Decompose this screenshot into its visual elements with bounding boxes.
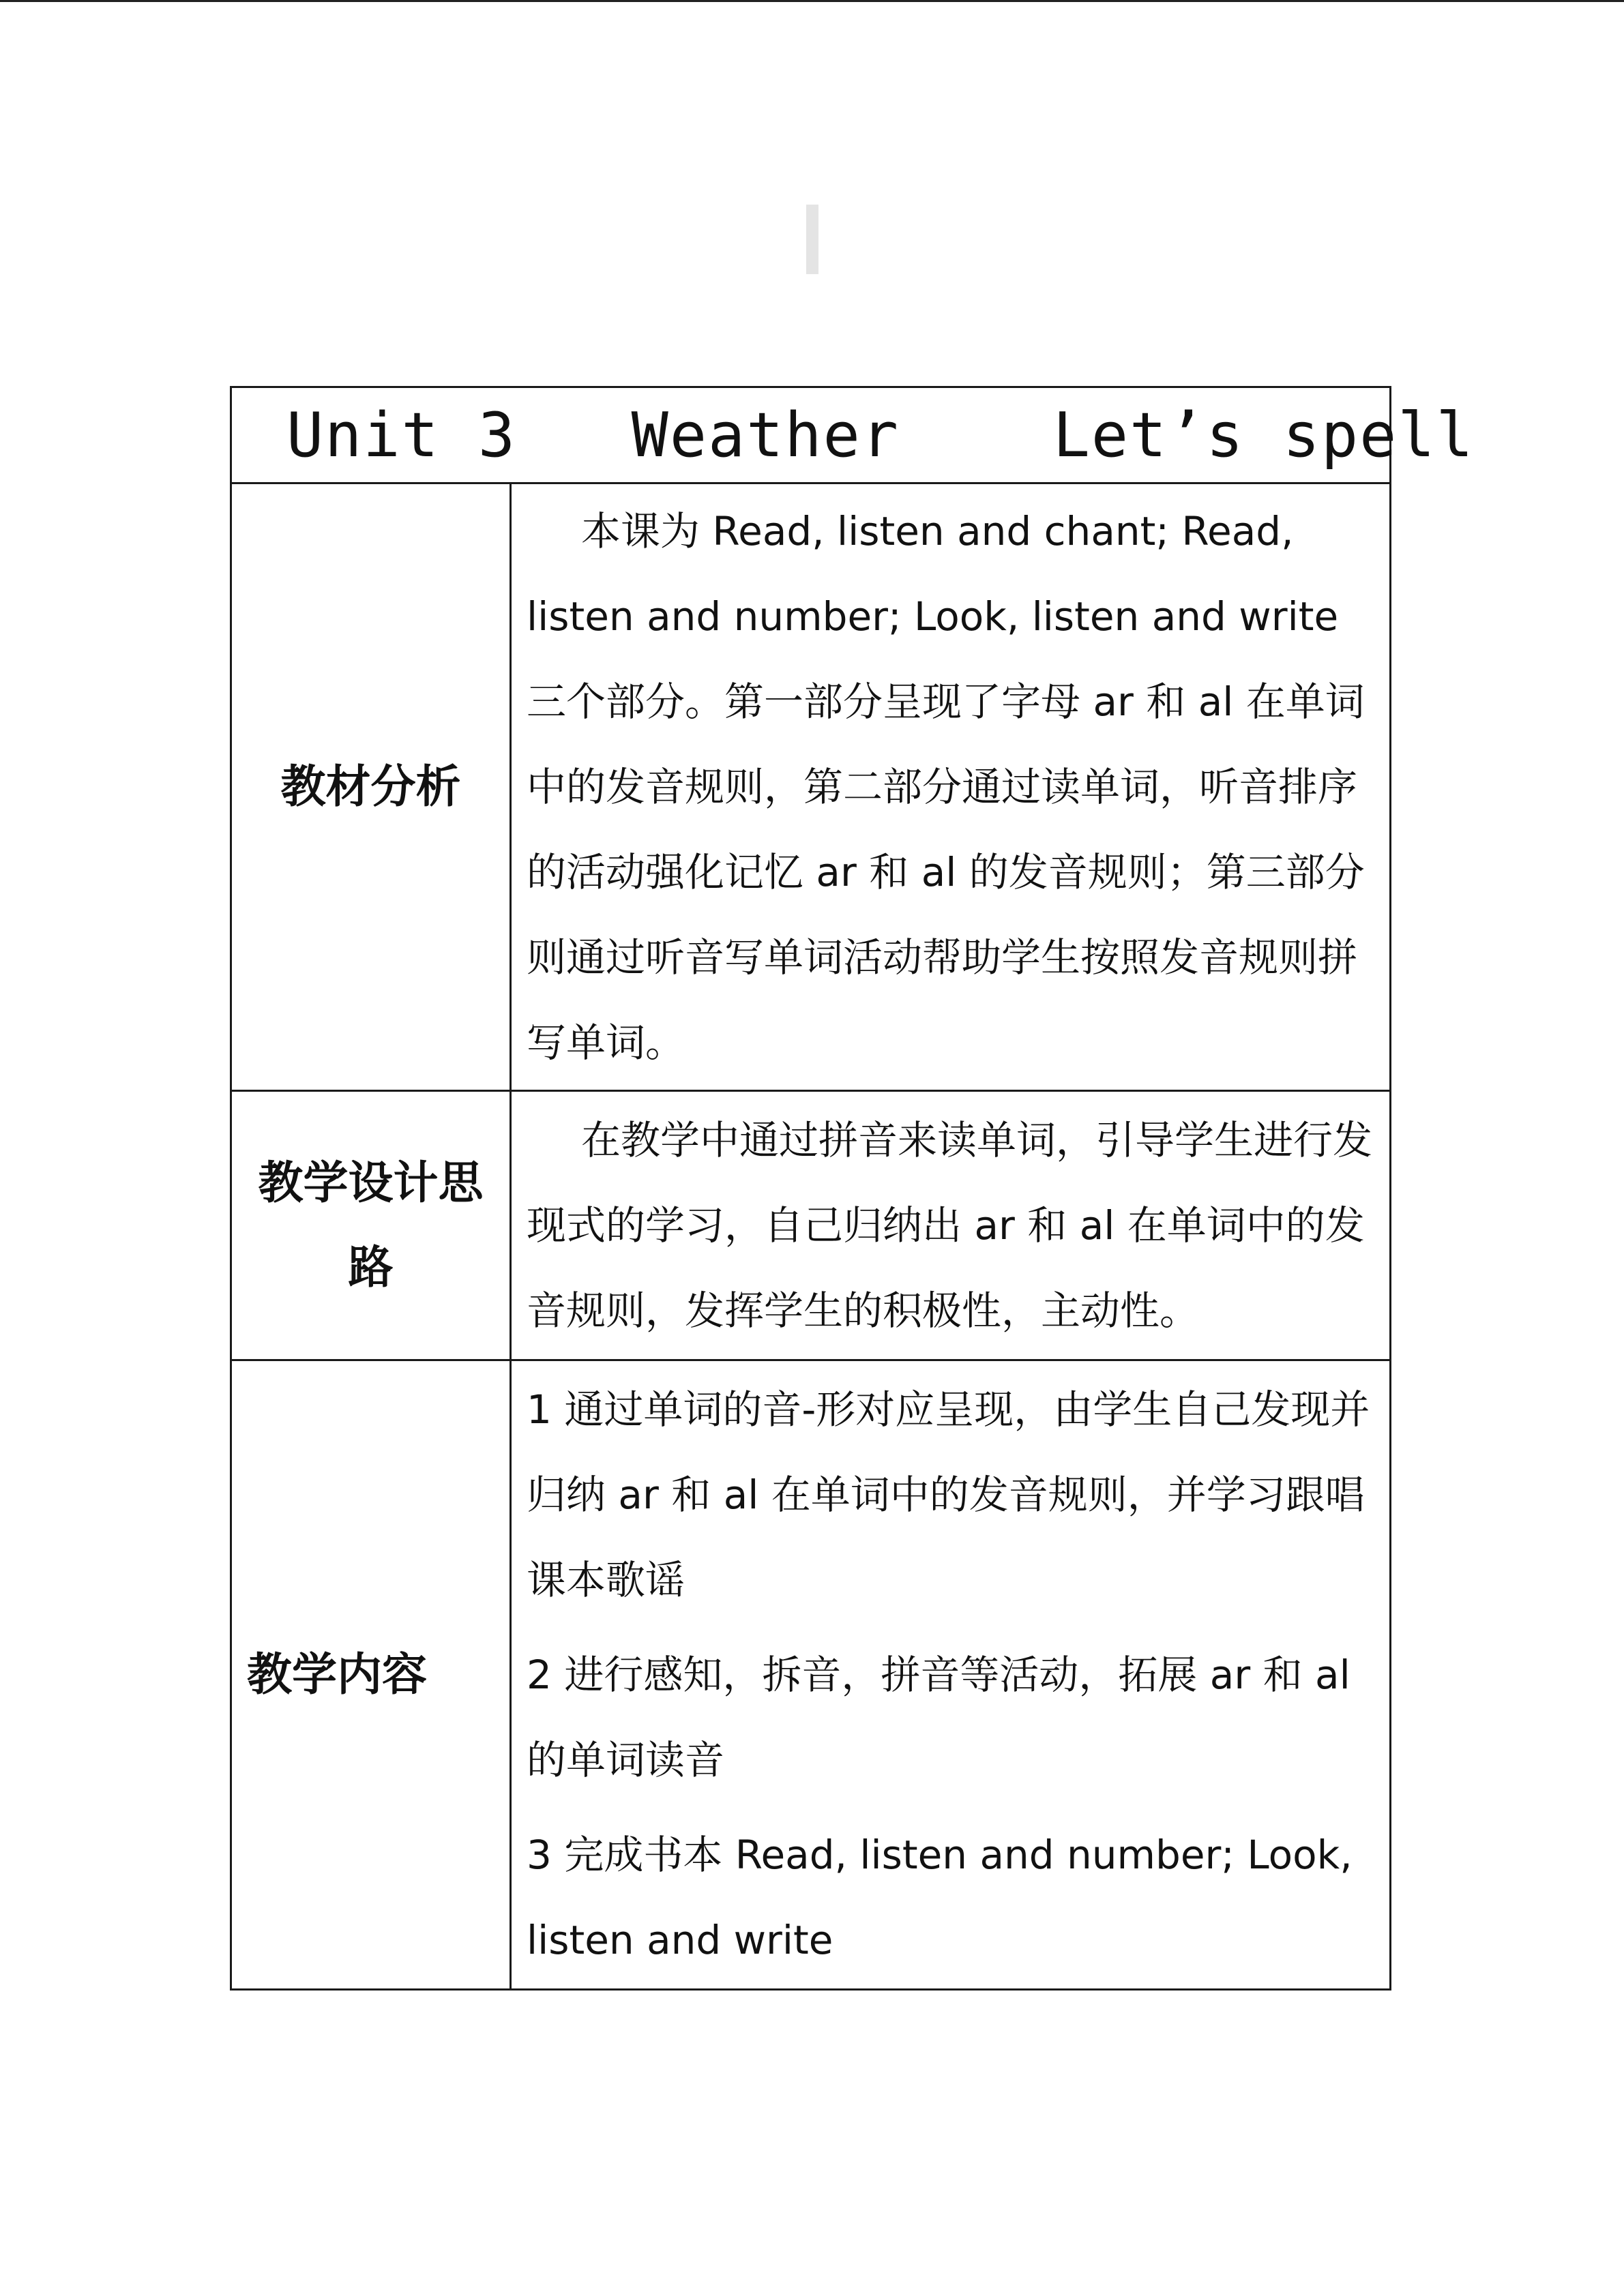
row-label-teaching-design: 教学设计思路 [231,1091,511,1360]
table-row [231,1360,1391,1990]
row-label-textbook-analysis: 教材分析 [231,483,511,1091]
content-item-3: 3 完成书本 Read, listen and number; Look, listen and write [527,1831,1353,1963]
row-label-teaching-content: 教学内容 [231,1360,511,1990]
table-row [231,483,1391,1091]
text-cursor-mark [806,205,818,274]
table-row [231,1091,1391,1360]
lesson-title: Unit 3 Weather Let’s spell [231,387,1391,483]
page-top-border [0,0,1624,2]
content-item-2: 2 进行感知，拆音，拼音等活动，拓展 ar 和 al 的单词读音 [527,1651,1350,1783]
table-title-row [231,387,1391,483]
row-text-teaching-design: 在教学中通过拼音来读单词，引导学生进行发现式的学习，自己归纳出 ar 和 al 在单词中的发音规则，发挥学生的积极性，主动性。 [511,1091,1391,1360]
content-item-1: 1 通过单词的音-形对应呈现，由学生自己发现并归纳 ar 和 al 在单词中的发音规则，并学习跟唱课本歌谣 [527,1386,1370,1603]
lesson-plan-table [230,386,1475,1991]
row-text-textbook-analysis: 本课为 Read, listen and chant; Read, listen and number; Look, listen and write 三个部分。第一部分呈现了字母 ar 和 al 在单词中的发音规则，第二部分通过读单词，听音排序的活动强化记忆 ar 和 al 的发音规则；第三部分则通过听音写单词活动帮助学生按照发音规则拼写单词。 [511,483,1391,1091]
row-list-teaching-content [511,1360,1391,1990]
